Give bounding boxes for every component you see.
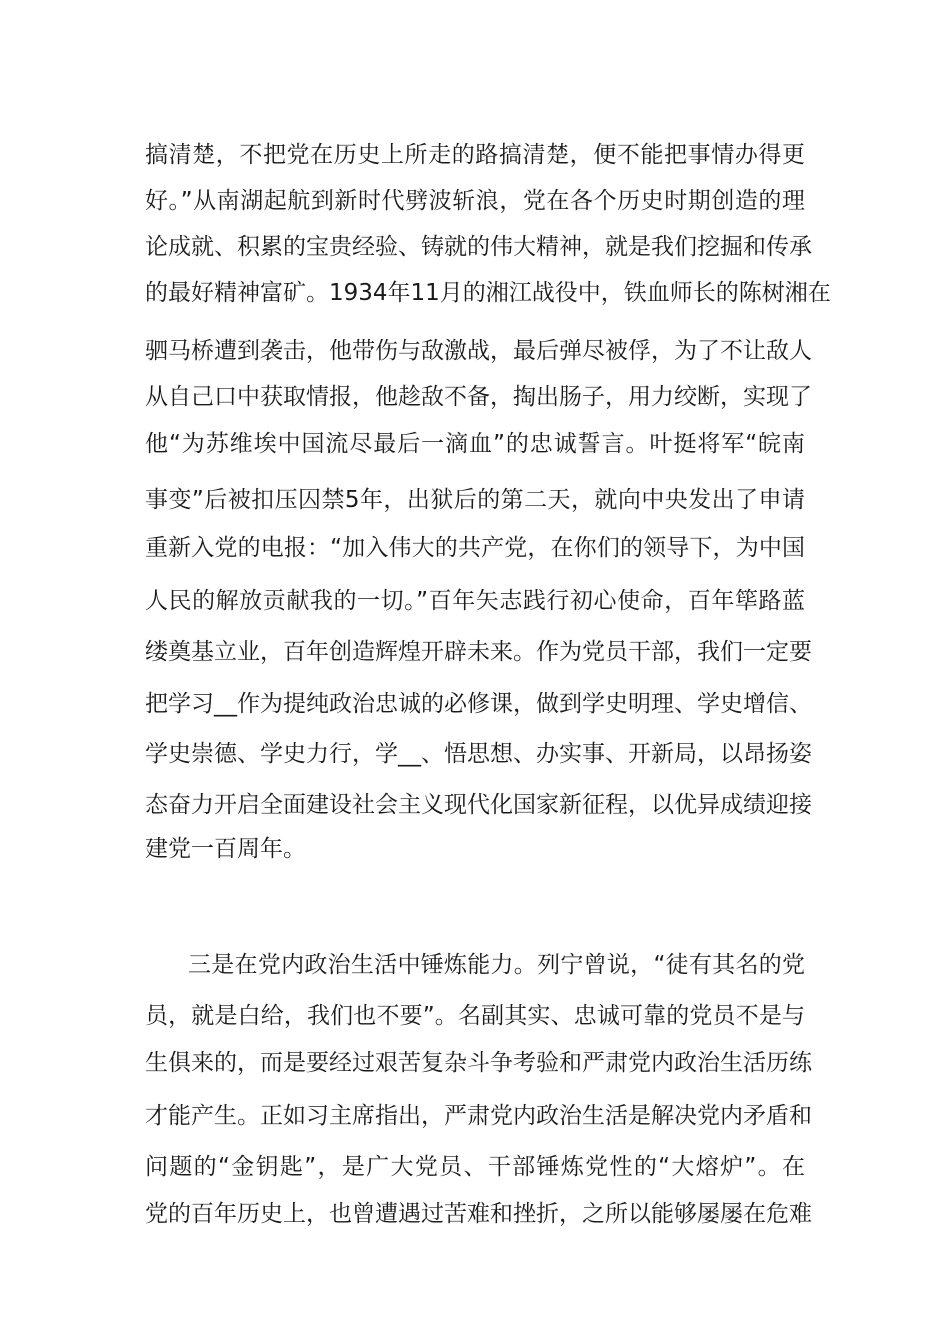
text-line: 事变”后被扣压囚禁5年，出狱后的第二天，就向中央发出了申请 xyxy=(145,487,805,513)
text-line: 重新入党的电报：“加入伟大的共产党，在你们的领导下，为中国 xyxy=(145,535,805,561)
text-line: 党的百年历史上，也曾遭遇过苦难和挫折，之所以能够屡屡在危难 xyxy=(145,1201,812,1227)
text-line: 三是在党内政治生活中锤炼能力。列宁曾说，“徒有其名的党 xyxy=(188,952,805,978)
text-line: 人民的解放贡献我的一切。”百年矢志践行初心使命，百年筚路蓝 xyxy=(145,588,805,614)
text-line: 把学习__作为提纯政治忠诚的必修课，做到学史明理、学史增信、 xyxy=(145,691,812,717)
text-line: 问题的“金钥匙”，是广大党员、干部锤炼党性的“大熔炉”。在 xyxy=(145,1154,805,1180)
text-line: 他“为苏维埃中国流尽最后一滴血”的忠诚誓言。叶挺将军“皖南 xyxy=(145,431,805,457)
text-line: 才能产生。正如习主席指出，严肃党内政治生活是解决党内矛盾和 xyxy=(145,1103,812,1129)
text-line: 的最好精神富矿。1934年11月的湘江战役中，铁血师长的陈树湘在 xyxy=(145,280,831,306)
text-line: 态奋力开启全面建设社会主义现代化国家新征程，以优异成绩迎接 xyxy=(145,792,812,818)
text-line: 从自己口中获取情报，他趁敌不备，掏出肠子，用力绞断，实现了 xyxy=(145,384,812,410)
text-line: 员，就是白给，我们也不要”。名副其实、忠诚可靠的党员不是与 xyxy=(145,1003,805,1029)
text-line: 生俱来的，而是要经过艰苦复杂斗争考验和严肃党内政治生活历练 xyxy=(145,1050,812,1076)
text-line: 驷马桥遭到袭击，他带伤与敌激战，最后弹尽被俘，为了不让敌人 xyxy=(145,338,812,364)
text-line: 论成就、积累的宝贵经验、铸就的伟大精神，就是我们挖掘和传承 xyxy=(145,234,812,260)
text-line: 搞清楚，不把党在历史上所走的路搞清楚，便不能把事情办得更 xyxy=(145,142,805,168)
text-line: 学史崇德、学史力行，学__、悟思想、办实事、开新局，以昂扬姿 xyxy=(145,741,812,767)
text-line: 建党一百周年。 xyxy=(145,836,306,862)
text-line: 缕奠基立业，百年创造辉煌开辟未来。作为党员干部，我们一定要 xyxy=(145,639,812,665)
text-line: 好。”从南湖起航到新时代劈波斩浪，党在各个历史时期创造的理 xyxy=(145,188,805,214)
